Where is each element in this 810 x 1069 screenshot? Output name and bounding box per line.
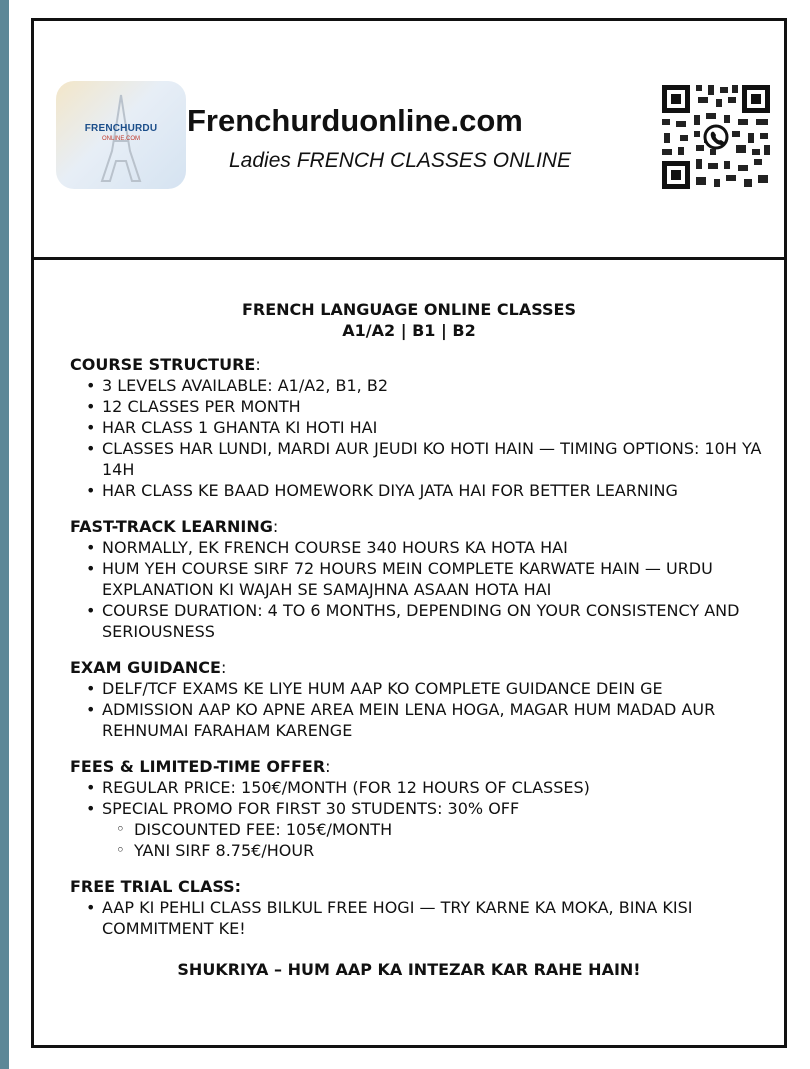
sub-list-item: ◦ DISCOUNTED FEE: 105€/MONTH bbox=[70, 819, 784, 840]
flyer-header bbox=[34, 21, 784, 260]
thanks-line: SHUKRIYA – HUM AAP KA INTEZAR KAR RAHE HAIN! bbox=[177, 960, 641, 979]
section-title: FAST-TRACK LEARNING: bbox=[70, 517, 279, 536]
bullet-list bbox=[70, 375, 784, 501]
list-item: • 12 CLASSES PER MONTH bbox=[70, 396, 784, 417]
site-name: Frenchurduonline.com bbox=[187, 103, 523, 138]
bullet-list bbox=[70, 897, 784, 939]
section-fees-offer bbox=[70, 757, 784, 861]
list-item: • 3 LEVELS AVAILABLE: A1/A2, B1, B2 bbox=[70, 375, 784, 396]
doc-title-line-1: FRENCH LANGUAGE ONLINE CLASSES bbox=[241, 300, 577, 319]
list-item: • HUM YEH COURSE SIRF 72 HOURS MEIN COMPLETE KARWATE HAIN — URDU EXPLANATION KI WAJAH SE SAMAJHNA ASAAN HOTA HAI bbox=[70, 558, 784, 600]
flyer-frame bbox=[31, 18, 787, 1048]
doc-title bbox=[34, 299, 784, 341]
list-item: • HAR CLASS 1 GHANTA KI HOTI HAI bbox=[70, 417, 784, 438]
section-course-structure bbox=[70, 355, 784, 501]
logo-subtext: ONLINE.COM bbox=[101, 136, 140, 142]
list-item: • SPECIAL PROMO FOR FIRST 30 STUDENTS: 30% OFF bbox=[70, 798, 784, 819]
list-item: • REGULAR PRICE: 150€/MONTH (FOR 12 HOURS OF CLASSES) bbox=[70, 777, 784, 798]
list-item: • DELF/TCF EXAMS KE LIYE HUM AAP KO COMPLETE GUIDANCE DEIN GE bbox=[70, 678, 784, 699]
doc-title-line-2: A1/A2 | B1 | B2 bbox=[342, 321, 476, 340]
list-item: • CLASSES HAR LUNDI, MARDI AUR JEUDI KO HOTI HAIN — TIMING OPTIONS: 10H YA 14H bbox=[70, 438, 784, 480]
sub-bullet-list bbox=[70, 819, 784, 861]
section-title: FREE TRIAL CLASS: bbox=[70, 877, 242, 896]
brand-logo bbox=[56, 81, 186, 189]
bullet-list bbox=[70, 537, 784, 642]
list-item: • AAP KI PEHLI CLASS BILKUL FREE HOGI — TRY KARNE KA MOKA, BINA KISI COMMITMENT KE! bbox=[70, 897, 784, 939]
section-title: EXAM GUIDANCE: bbox=[70, 658, 227, 677]
section-fast-track bbox=[70, 517, 784, 642]
section-title: FEES & LIMITED-TIME OFFER: bbox=[70, 757, 331, 776]
section-exam-guidance bbox=[70, 658, 784, 741]
sub-list-item: ◦ YANI SIRF 8.75€/HOUR bbox=[70, 840, 784, 861]
flyer-content bbox=[34, 260, 784, 980]
list-item: • NORMALLY, EK FRENCH COURSE 340 HOURS KA HOTA HAI bbox=[70, 537, 784, 558]
bullet-list bbox=[70, 777, 784, 819]
tagline: Ladies FRENCH CLASSES ONLINE bbox=[229, 149, 571, 172]
list-item: • HAR CLASS KE BAAD HOMEWORK DIYA JATA HAI FOR BETTER LEARNING bbox=[70, 480, 784, 501]
left-edge-strip bbox=[0, 0, 9, 1069]
bullet-list bbox=[70, 678, 784, 741]
section-title: COURSE STRUCTURE: bbox=[70, 355, 261, 374]
section-free-trial bbox=[70, 877, 784, 939]
logo-text: FRENCHURDU bbox=[84, 123, 158, 134]
eiffel-tower-icon bbox=[56, 81, 186, 189]
list-item: • ADMISSION AAP KO APNE AREA MEIN LENA HOGA, MAGAR HUM MADAD AUR REHNUMAI FARAHAM KARENGE bbox=[70, 699, 784, 741]
list-item: • COURSE DURATION: 4 TO 6 MONTHS, DEPENDING ON YOUR CONSISTENCY AND SERIOUSNESS bbox=[70, 600, 784, 642]
qr-code-icon bbox=[660, 83, 772, 191]
